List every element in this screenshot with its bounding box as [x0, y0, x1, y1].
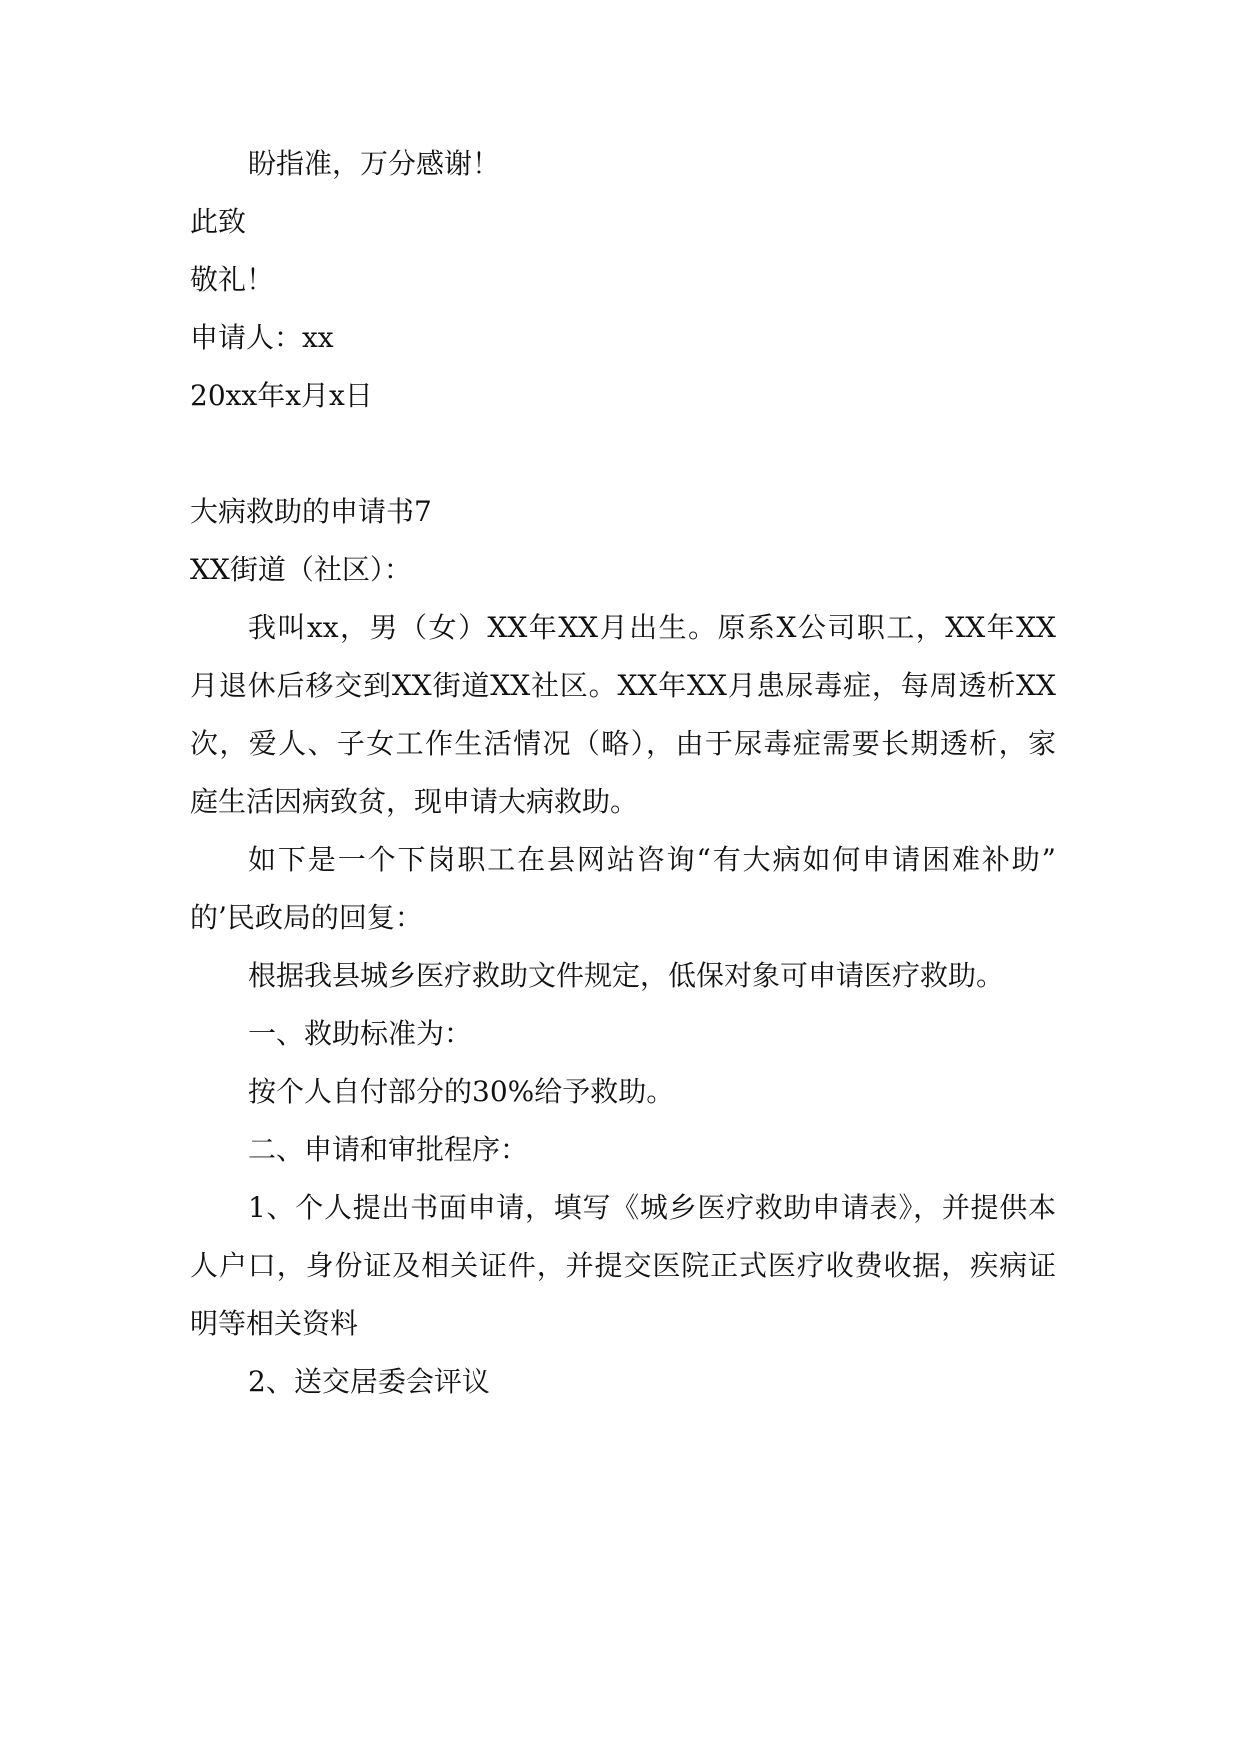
- paragraph-2-line-2: 的’民政局的回复：: [190, 901, 423, 934]
- addressee-line: XX街道（社区）：: [190, 553, 412, 586]
- closing-request-line: 盼指准，万分感谢！: [248, 147, 501, 180]
- paragraph-3: 根据我县城乡医疗救助文件规定，低保对象可申请医疗救助。: [248, 959, 1005, 992]
- salutation-line-2: 敬礼！: [190, 263, 275, 296]
- step-1-line-1: 1、个人提出书面申请，填写《城乡医疗救助申请表》，并提供本: [248, 1191, 1056, 1224]
- paragraph-1-line-3: 次，爱人、子女工作生活情况（略），由于尿毒症需要长期透析，家: [190, 727, 1056, 760]
- step-2: 2、送交居委会评议: [248, 1365, 490, 1398]
- heading-procedure: 二、申请和审批程序：: [248, 1133, 529, 1166]
- paragraph-1-line-1: 我叫xx，男（女）XX年XX月出生。原系X公司职工，XX年XX: [248, 611, 1056, 644]
- paragraph-4: 按个人自付部分的30%给予救助。: [248, 1075, 675, 1108]
- paragraph-2-line-1: 如下是一个下岗职工在县网站咨询“有大病如何申请困难补助”: [248, 843, 1056, 876]
- paragraph-1-line-4: 庭生活因病致贫，现申请大病救助。: [190, 785, 639, 818]
- heading-standard: 一、救助标准为：: [248, 1017, 473, 1050]
- step-1-line-3: 明等相关资料: [190, 1307, 359, 1340]
- applicant-line: 申请人：xx: [190, 321, 334, 354]
- step-1-line-2: 人户口，身份证及相关证件，并提交医院正式医疗收费收据，疾病证: [190, 1249, 1056, 1282]
- salutation-line-1: 此致: [190, 205, 247, 238]
- date-line: 20xx年x月x日: [190, 379, 373, 412]
- paragraph-1-line-2: 月退休后移交到XX街道XX社区。XX年XX月患尿毒症，每周透析XX: [190, 669, 1056, 702]
- section-title: 大病救助的申请书7: [190, 495, 432, 528]
